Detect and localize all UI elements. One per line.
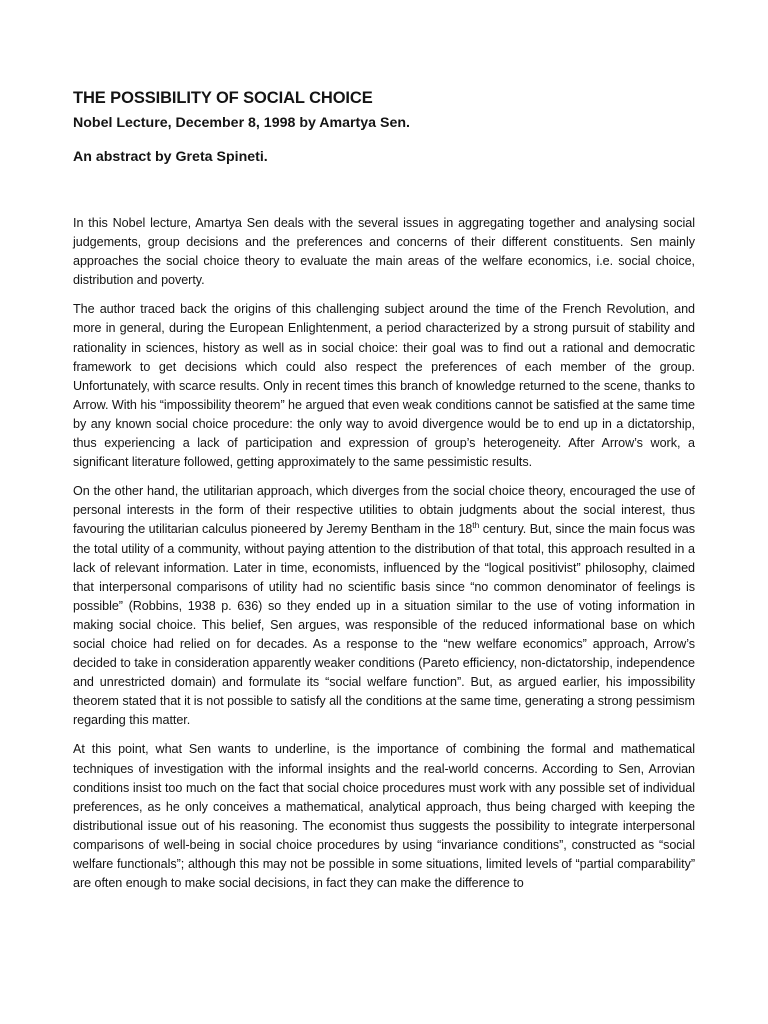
paragraph-1: In this Nobel lecture, Amartya Sen deals with the several issues in aggregating together and analysing social judgements, group decisions and the preferences and concerns of their different constituents. Sen mainly approaches the social choice theory to evaluate the main areas of the welfare economics, i.e. social choice, distribution and poverty. xyxy=(73,216,695,288)
paragraph-2: The author traced back the origins of this challenging subject around the time of the French Revolution, and more in general, during the European Enlightenment, a period characterized by a strong pursuit of stability and rationality in sciences, history as well as in social choice: their goal was to find out a rational and democratic framework to get decisions which could also respect the preferences of each member of the group. Unfortunately, with scarce results. Only in recent times this branch of knowledge returned to the scene, thanks to Arrow. With his “impossibility theorem” he argued that even weak conditions cannot be satisfied at the same time by any known social choice procedure: the only way to avoid divergence would be to end up in a dictatorship, thus experiencing a lack of participation and expression of group’s heterogeneity. After Arrow’s work, a significant literature followed, getting approximately to the same pessimistic results. xyxy=(73,302,695,470)
ordinal-superscript: th xyxy=(472,520,480,531)
document-body xyxy=(73,214,695,893)
document-subtitle: Nobel Lecture, December 8, 1998 by Amartya Sen. xyxy=(73,115,410,131)
paragraph-4: At this point, what Sen wants to underline, is the importance of combining the formal and mathematical techniques of investigation with the informal insights and the real-world concerns. According to Sen, Arrovian conditions insist too much on the fact that social choice procedures must work with any possible set of individual preferences, as he only conceives a mathematical, analytical approach, thus being charged with keeping the distributional issue out of his reasoning. The economist thus suggests the possibility to integrate interpersonal comparisons of well-being in social choice procedures by using “invariance conditions”, constructed as “social welfare functionals”; although this may not be possible in some situations, limited levels of “partial comparability” are often enough to make social decisions, in fact they can make the difference to xyxy=(73,742,695,891)
paragraph-3 xyxy=(73,482,695,730)
paragraph-3-text-before-superscript: On the other hand, the utilitarian approach, which diverges from the social choice theory, encouraged the use of personal interests in the form of their respective utilities to obtain judgments about the social interest, thus favouring the utilitarian calculus pioneered by Jeremy Bentham in the 18 xyxy=(73,484,695,537)
document-title: THE POSSIBILITY OF SOCIAL CHOICE xyxy=(73,89,373,107)
document-page xyxy=(73,87,695,903)
paragraph-3-text-after-superscript: century. But, since the main focus was the total utility of a community, without paying attention to the distribution of that total, this approach resulted in a lack of relevant information. Later in time, economists, influenced by the “logical positivist” philosophy, claimed that interpersonal comparisons of utility had no scientific basis since “no common denominator of feelings is possible” (Robbins, 1938 p. 636) so they ended up in a situation similar to the use of voting information in making social choice. This belief, Sen argues, was responsible of the reduced informational base on which social choice had relied on for decades. As a response to the “new welfare economics” approach, Arrow’s decided to take in consideration apparently weaker conditions (Pareto efficiency, non-dictatorship, independence and unrestricted domain) and formulate its “social welfare function”. But, as argued earlier, his impossibility theorem stated that it is not possible to satisfy all the conditions at the same time, generating a strong pessimism regarding this matter. xyxy=(73,522,695,728)
document-byline: An abstract by Greta Spineti. xyxy=(73,149,268,165)
